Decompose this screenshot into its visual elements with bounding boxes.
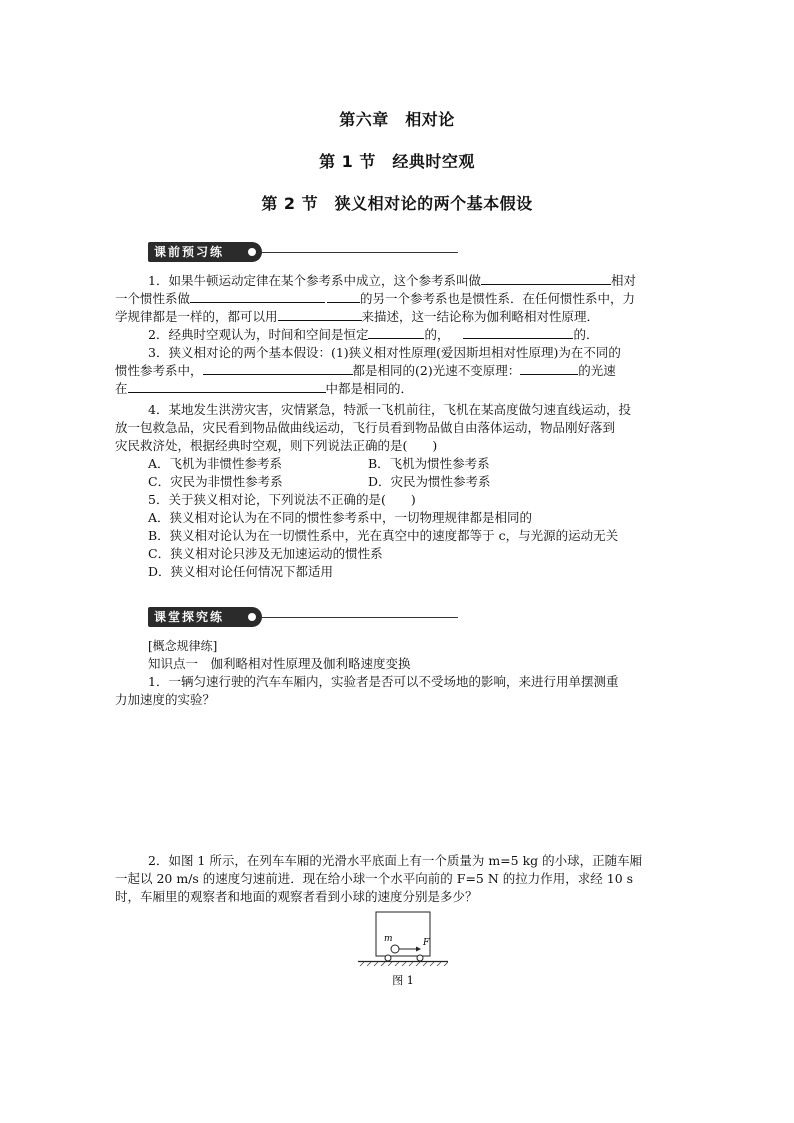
q3-line3: 在 中都是相同的． [115,381,414,396]
bullet-dot-icon [248,248,256,256]
in-class-header [148,607,458,627]
q5-stem: 5．关于狭义相对论，下列说法不正确的是( ) [148,492,416,507]
blank [278,308,362,321]
wheel-right [417,955,423,961]
knowledge-point: 知识点一 伽利略相对性原理及伽利略速度变换 [148,656,411,671]
section-title-2: 第 2 节 狭义相对论的两个基本假设 [261,194,533,213]
q1-line1: 1．如果牛顿运动定律在某个参考系中成立，这个参考系叫做 相对 [148,273,636,288]
in-class-label: 课堂探究练 [148,607,262,627]
q5-option-d: D．狭义相对论任何情况下都适用 [148,564,334,579]
e1-line2: 力加速度的实验？ [115,692,216,707]
q3-line1: 3．狭义相对论的两个基本假设：(1)狭义相对性原理(爱因斯坦相对性原理)为在不同的 [148,345,621,360]
e2-line2: 一起以 20 m/s 的速度匀速前进．现在给小球一个水平向前的 F=5 N 的拉力作用，求经 10 s [115,871,634,886]
pre-class-header [148,242,458,262]
e2-line3: 时，车厢里的观察者和地面的观察者看到小球的速度分别是多少？ [115,889,478,904]
e2-line1: 2．如图 1 所示，在列车车厢的光滑水平底面上有一个质量为 m=5 kg 的小球，正随车厢 [148,853,643,868]
q1-line3: 学规律都是一样的，都可以用 来描述，这一结论称为伽利略相对性原理． [115,309,600,324]
figure-1 [358,910,448,990]
header-rule [262,252,458,253]
blank [368,326,424,339]
ground-hatching [360,962,448,966]
q4-line3: 灾民救济处，根据经典时空观，则下列说法正确的是( ) [115,438,438,453]
train-car-diagram [358,910,448,990]
ball [391,945,399,953]
force-label: F [423,938,430,948]
header-rule [262,617,458,618]
blank [463,326,573,339]
bullet-dot-icon [248,613,256,621]
blank [203,362,353,375]
q4-option-a: A．飞机为非惯性参考系 [148,456,283,471]
q4-option-c: C．灾民为非惯性参考系 [148,474,283,489]
q1-line2: 一个惯性系做 的另一个参考系也是惯性系．在任何惯性系中，力 [115,291,636,306]
section-title-1: 第 1 节 经典时空观 [319,152,475,171]
mass-label: m [384,934,393,944]
q4-line1: 4．某地发生洪涝灾害，灾情紧急，特派一飞机前往，飞机在某高度做匀速直线运动，投 [148,402,631,417]
blank [481,272,611,285]
q4-option-b: B．飞机为惯性参考系 [368,456,490,471]
e1-line1: 1．一辆匀速行驶的汽车车厢内，实验者是否可以不受场地的影响，来进行用单摆测重 [148,674,619,689]
q4-line2: 放一包救急品，灾民看到物品做曲线运动，飞行员看到物品做自由落体运动，物品刚好落到 [115,420,616,435]
q5-option-c: C．狭义相对论只涉及无加速运动的惯性系 [148,546,383,561]
concept-tag: [概念规律练] [148,639,218,653]
q5-option-a: A．狭义相对论认为在不同的惯性参考系中，一切物理规律都是相同的 [148,510,533,525]
q5-option-b: B．狭义相对论认为在一切惯性系中，光在真空中的速度都等于 c，与光源的运动无关 [148,528,619,543]
pre-class-label: 课前预习练 [148,242,262,262]
blank [128,380,326,393]
blank [520,362,578,375]
blank [190,290,325,303]
arrow-head-icon [416,947,421,952]
chapter-title: 第六章 相对论 [339,110,455,129]
blank [327,290,360,303]
q3-line2: 惯性参考系中， 都是相同的(2)光速不变原理： 的光速 [115,363,616,378]
q4-option-d: D．灾民为惯性参考系 [368,474,491,489]
wheel-left [385,955,391,961]
q2-line: 2．经典时空观认为，时间和空间是恒定 的， 的． [148,327,599,342]
figure-caption: 图 1 [392,974,414,987]
